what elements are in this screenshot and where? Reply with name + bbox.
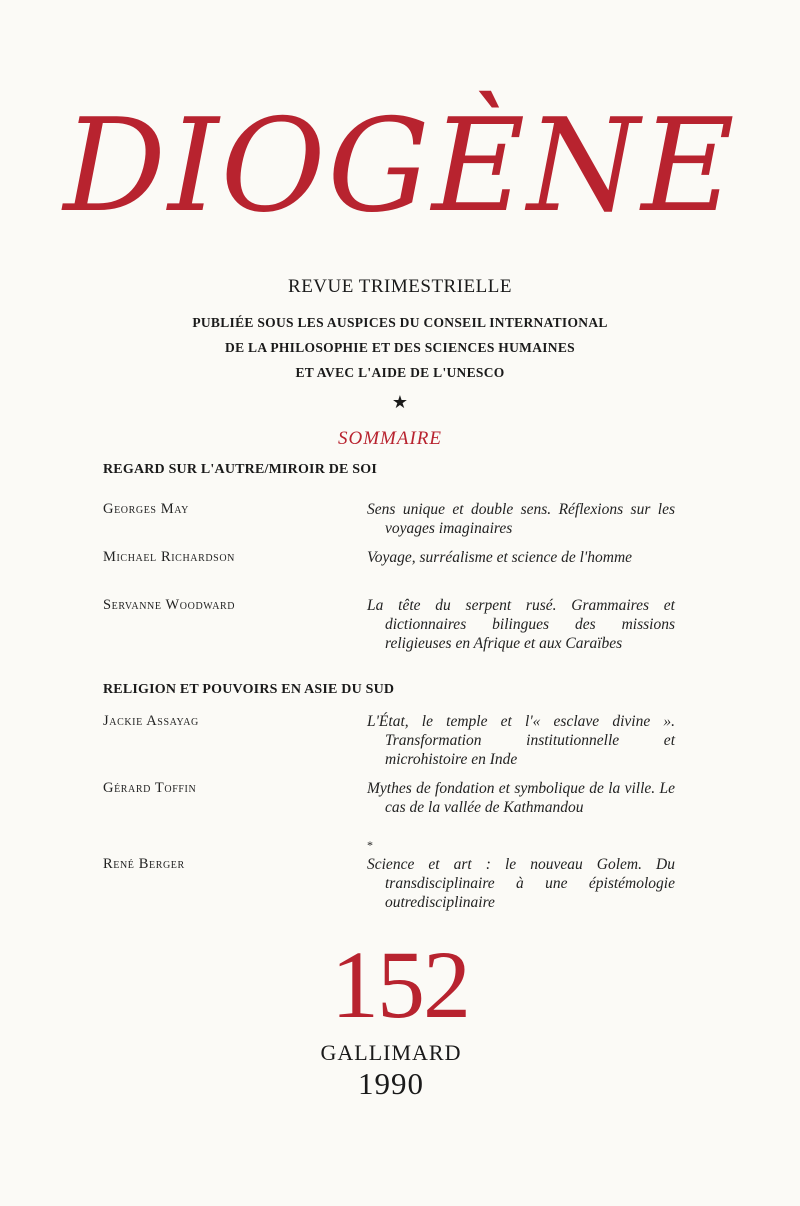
publication-year: 1990	[358, 1066, 424, 1101]
entry-author: René Berger	[103, 856, 185, 872]
publication-line-3: ET AVEC L'AIDE DE L'UNESCO	[295, 365, 505, 380]
publication-line-2: DE LA PHILOSOPHIE ET DES SCIENCES HUMAINES	[225, 340, 575, 355]
section-title-regard: REGARD SUR L'AUTRE/MIROIR DE SOI	[103, 462, 377, 477]
entry-article: Sens unique et double sens. Réflexions sur les voyages imaginaires	[367, 501, 675, 537]
entry-article: L'État, le temple et l'« esclave divine ». Transformation institutionnelle et microhistoire en Inde	[367, 713, 675, 768]
star-ornament-icon: ★	[391, 392, 409, 412]
section-title-religion: RELIGION ET POUVOIRS EN ASIE DU SUD	[103, 682, 395, 697]
entry-article: Voyage, surréalisme et science de l'homme	[367, 549, 633, 566]
entry-article: Mythes de fondation et symbolique de la ville. Le cas de la vallée de Kathmandou	[367, 780, 675, 816]
issue-number: 152	[331, 931, 469, 1038]
entry-author: Servanne Woodward	[103, 597, 236, 613]
journal-title: DIOGÈNE	[63, 92, 737, 241]
entry-author: Gérard Toffin	[103, 780, 197, 796]
publication-line-1: PUBLIÉE SOUS LES AUSPICES DU CONSEIL INTERNATIONAL	[192, 315, 608, 330]
entry-article: La tête du serpent rusé. Grammaires et dictionnaires bilingues des missions religieuses en Afrique et aux Caraïbes	[367, 597, 675, 652]
entry-author: Michael Richardson	[103, 549, 235, 565]
entry-article: Science et art : le nouveau Golem. Du transdisciplinaire à une épistémologie outredisciplinaire	[367, 856, 675, 911]
asterisk-separator: *	[367, 838, 373, 852]
publisher-name: GALLIMARD	[320, 1040, 462, 1065]
contents-heading: SOMMAIRE	[337, 428, 443, 449]
journal-subtitle: REVUE TRIMESTRIELLE	[288, 276, 512, 297]
entry-author: Georges May	[103, 501, 190, 517]
entry-author: Jackie Assayag	[103, 713, 199, 729]
